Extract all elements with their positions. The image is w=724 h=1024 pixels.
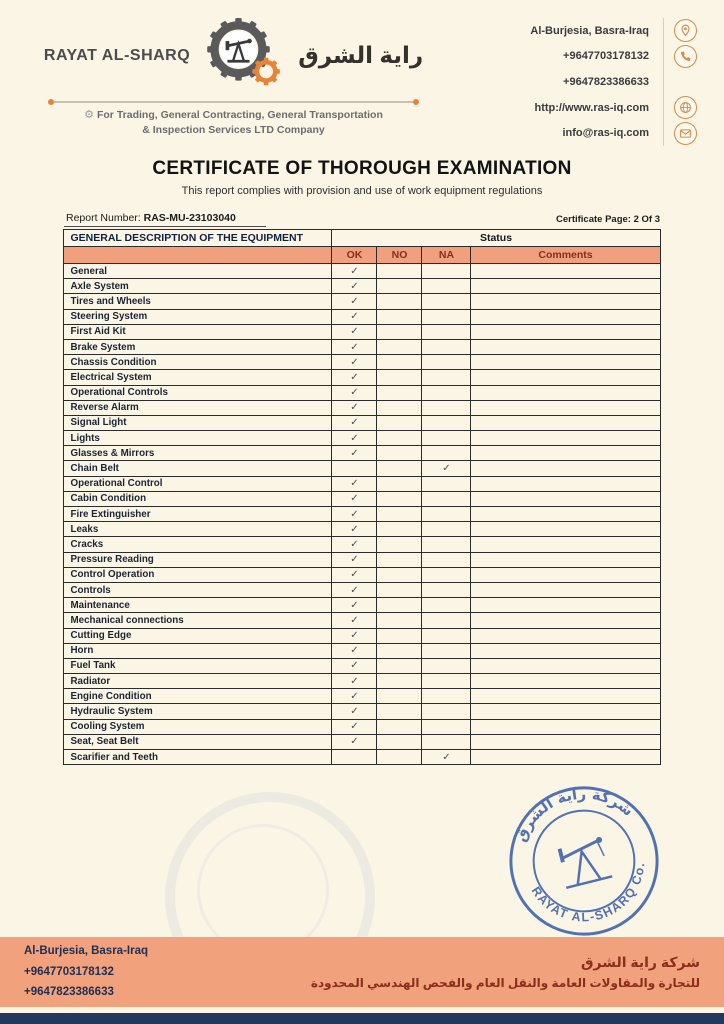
- contact-phone-1: [441, 44, 706, 70]
- equipment-name-cell: Controls: [64, 582, 332, 597]
- equipment-name-cell: Radiator: [64, 674, 332, 689]
- no-cell: [377, 431, 422, 446]
- comments-cell: [471, 567, 660, 582]
- equipment-name-cell: Tires and Wheels: [64, 294, 332, 309]
- comments-cell: [471, 537, 660, 552]
- ok-cell: ✓: [332, 598, 377, 613]
- equipment-row: [64, 309, 660, 324]
- email-text: info@ras-iq.com: [562, 127, 649, 140]
- footer-phone-2: +9647823386633: [24, 986, 114, 999]
- comments-cell: [471, 491, 660, 506]
- comments-cell: [471, 734, 660, 749]
- company-logo-icon: [198, 14, 290, 97]
- stamp-arabic-text: شركة راية الشرق: [512, 785, 637, 845]
- report-number: [64, 212, 266, 227]
- equipment-name-cell: Leaks: [64, 522, 332, 537]
- equipment-name-cell: Cutting Edge: [64, 628, 332, 643]
- no-cell: [377, 324, 422, 339]
- equipment-row: [64, 750, 660, 765]
- equipment-name-cell: Cooling System: [64, 719, 332, 734]
- comments-cell: [471, 309, 660, 324]
- na-cell: ✓: [422, 461, 471, 476]
- ok-cell: ✓: [332, 339, 377, 354]
- equipment-row: [64, 613, 660, 628]
- ok-cell: ✓: [332, 613, 377, 628]
- equipment-row: [64, 658, 660, 673]
- na-cell: [422, 507, 471, 522]
- comments-cell: [471, 476, 660, 491]
- company-stamp: [488, 765, 680, 957]
- equipment-row: [64, 689, 660, 704]
- comments-cell: [471, 461, 660, 476]
- equipment-name-cell: General: [64, 264, 332, 279]
- na-cell: [422, 704, 471, 719]
- contact-website: [441, 95, 706, 121]
- equipment-row: [64, 674, 660, 689]
- report-number-value: RAS-MU-23103040: [143, 212, 236, 224]
- na-cell: [422, 658, 471, 673]
- equipment-row: [64, 355, 660, 370]
- footer-address: Al-Burjesia, Basra-Iraq: [24, 944, 148, 957]
- equipment-name-cell: Control Operation: [64, 567, 332, 582]
- address-text: Al-Burjesia, Basra-Iraq: [530, 24, 649, 37]
- equipment-row: [64, 339, 660, 354]
- na-cell: [422, 309, 471, 324]
- comments-cell: [471, 598, 660, 613]
- bottom-navy-bar: [0, 1013, 724, 1024]
- no-cell: [377, 264, 422, 279]
- no-cell: [377, 309, 422, 324]
- ok-cell: ✓: [332, 370, 377, 385]
- no-cell: [377, 522, 422, 537]
- no-cell: [377, 507, 422, 522]
- no-cell: [377, 385, 422, 400]
- svg-text:شركة راية الشرق: [504, 772, 639, 847]
- equipment-name-cell: Signal Light: [64, 415, 332, 430]
- title-block: [0, 158, 724, 197]
- footer-arabic-company: شركة راية الشرق: [580, 953, 700, 970]
- na-cell: [422, 355, 471, 370]
- comments-cell: [471, 704, 660, 719]
- description-header: GENERAL DESCRIPTION OF THE EQUIPMENT: [64, 230, 332, 247]
- no-cell: [377, 628, 422, 643]
- na-cell: [422, 719, 471, 734]
- equipment-name-cell: Scarifier and Teeth: [64, 750, 332, 765]
- equipment-name-cell: Lights: [64, 431, 332, 446]
- equipment-name-cell: Seat, Seat Belt: [64, 734, 332, 749]
- equipment-row: [64, 582, 660, 597]
- no-cell: [377, 491, 422, 506]
- ok-cell: ✓: [332, 264, 377, 279]
- equipment-name-cell: Operational Controls: [64, 385, 332, 400]
- equipment-name-cell: Axle System: [64, 279, 332, 294]
- na-cell: [422, 415, 471, 430]
- no-cell: [377, 446, 422, 461]
- company-name-arabic: راية الشرق: [298, 42, 424, 68]
- stamp-oil-pump-icon: [556, 836, 612, 888]
- logo-row: [44, 14, 423, 97]
- column-header-ok: OK: [332, 247, 377, 264]
- na-cell: [422, 643, 471, 658]
- no-cell: [377, 355, 422, 370]
- column-header-comments: Comments: [471, 247, 660, 264]
- report-number-label: Report Number:: [66, 212, 144, 224]
- equipment-row: [64, 552, 660, 567]
- na-cell: [422, 431, 471, 446]
- equipment-name-cell: Brake System: [64, 339, 332, 354]
- ok-cell: ✓: [332, 582, 377, 597]
- no-cell: [377, 689, 422, 704]
- no-cell: [377, 567, 422, 582]
- tagline-line-1: For Trading, General Contracting, General Transportation: [96, 109, 383, 121]
- equipment-row: [64, 643, 660, 658]
- comments-cell: [471, 507, 660, 522]
- column-header-na: NA: [422, 247, 471, 264]
- ok-cell: ✓: [332, 507, 377, 522]
- equipment-row: [64, 385, 660, 400]
- status-header: Status: [332, 230, 660, 247]
- na-cell: [422, 537, 471, 552]
- equipment-name-cell: Chain Belt: [64, 461, 332, 476]
- na-cell: [422, 567, 471, 582]
- comments-cell: [471, 582, 660, 597]
- stamp-english-text: RAYAT AL-SHARQ Co.: [528, 861, 648, 925]
- ok-cell: [332, 750, 377, 765]
- ok-cell: ✓: [332, 537, 377, 552]
- footer: [0, 937, 724, 1007]
- mail-icon: [674, 122, 697, 145]
- certificate-page-info: Certificate Page: 2 Of 3: [555, 214, 660, 225]
- contact-email: [441, 120, 706, 146]
- no-cell: [377, 734, 422, 749]
- comments-cell: [471, 370, 660, 385]
- no-cell: [377, 476, 422, 491]
- footer-arabic: [311, 951, 700, 994]
- equipment-name-cell: Horn: [64, 643, 332, 658]
- na-cell: [422, 400, 471, 415]
- table-header-row-2: [64, 247, 660, 264]
- na-cell: [422, 582, 471, 597]
- phone2-text: +9647823386633: [563, 75, 649, 88]
- na-cell: [422, 552, 471, 567]
- page-title: CERTIFICATE OF THOROUGH EXAMINATION: [152, 158, 572, 179]
- equipment-name-cell: Cabin Condition: [64, 491, 332, 506]
- equipment-row: [64, 400, 660, 415]
- ok-cell: ✓: [332, 552, 377, 567]
- equipment-name-cell: Operational Control: [64, 476, 332, 491]
- ok-cell: ✓: [332, 734, 377, 749]
- inspection-table: [63, 229, 660, 765]
- na-cell: [422, 339, 471, 354]
- comments-cell: [471, 522, 660, 537]
- no-cell: [377, 294, 422, 309]
- comments-cell: [471, 719, 660, 734]
- ok-cell: ✓: [332, 704, 377, 719]
- phone-icon: [674, 45, 697, 68]
- comments-cell: [471, 415, 660, 430]
- ok-cell: ✓: [332, 431, 377, 446]
- comments-cell: [471, 446, 660, 461]
- ok-cell: ✓: [332, 567, 377, 582]
- tagline-line-2: & Inspection Services LTD Company: [142, 124, 325, 137]
- equipment-row: [64, 704, 660, 719]
- equipment-row: [64, 628, 660, 643]
- equipment-row: [64, 507, 660, 522]
- website-text: http://www.ras-iq.com: [534, 101, 649, 114]
- equipment-name-cell: Fire Extinguisher: [64, 507, 332, 522]
- equipment-name-cell: Hydraulic System: [64, 704, 332, 719]
- ok-cell: ✓: [332, 643, 377, 658]
- no-cell: [377, 537, 422, 552]
- no-cell: [377, 719, 422, 734]
- na-cell: [422, 385, 471, 400]
- contact-block: [441, 14, 706, 146]
- footer-arabic-tagline: للتجارة والمقاولات العامة والنقل العام والفحص الهندسي المحدودة: [310, 976, 700, 990]
- na-cell: [422, 324, 471, 339]
- comments-cell: [471, 264, 660, 279]
- no-cell: [377, 400, 422, 415]
- na-cell: [422, 370, 471, 385]
- letterhead: [0, 0, 724, 150]
- equipment-table-body: [64, 264, 660, 765]
- comments-cell: [471, 613, 660, 628]
- na-cell: [422, 446, 471, 461]
- no-cell: [377, 750, 422, 765]
- comments-cell: [471, 400, 660, 415]
- na-cell: [422, 264, 471, 279]
- comments-cell: [471, 689, 660, 704]
- no-cell: [377, 552, 422, 567]
- comments-cell: [471, 658, 660, 673]
- ok-cell: [332, 461, 377, 476]
- na-cell: ✓: [422, 750, 471, 765]
- equipment-row: [64, 567, 660, 582]
- page-subtitle: This report complies with provision and use of work equipment regulations: [181, 185, 543, 197]
- na-cell: [422, 598, 471, 613]
- no-cell: [377, 643, 422, 658]
- equipment-row: [64, 324, 660, 339]
- comments-cell: [471, 324, 660, 339]
- no-cell: [377, 613, 422, 628]
- equipment-name-cell: First Aid Kit: [64, 324, 332, 339]
- no-cell: [377, 658, 422, 673]
- comments-cell: [471, 552, 660, 567]
- equipment-name-cell: Steering System: [64, 309, 332, 324]
- na-cell: [422, 522, 471, 537]
- na-cell: [422, 674, 471, 689]
- equipment-row: [64, 415, 660, 430]
- equipment-row: [64, 522, 660, 537]
- company-logo-block: [26, 14, 441, 146]
- ok-cell: ✓: [332, 689, 377, 704]
- location-icon: [674, 19, 697, 42]
- comments-cell: [471, 750, 660, 765]
- equipment-name-cell: Mechanical connections: [64, 613, 332, 628]
- na-cell: [422, 613, 471, 628]
- equipment-row: [64, 370, 660, 385]
- na-cell: [422, 491, 471, 506]
- ok-cell: ✓: [332, 309, 377, 324]
- ok-cell: ✓: [332, 279, 377, 294]
- column-header-no: NO: [377, 247, 422, 264]
- no-cell: [377, 415, 422, 430]
- ok-cell: ✓: [332, 294, 377, 309]
- report-info-row: [64, 212, 660, 227]
- ok-cell: ✓: [332, 324, 377, 339]
- equipment-name-cell: Pressure Reading: [64, 552, 332, 567]
- comments-cell: [471, 294, 660, 309]
- equipment-row: [64, 279, 660, 294]
- equipment-row: [64, 537, 660, 552]
- na-cell: [422, 734, 471, 749]
- no-cell: [377, 279, 422, 294]
- equipment-name-cell: Chassis Condition: [64, 355, 332, 370]
- gear-icon: ⚙: [84, 109, 94, 121]
- ok-cell: ✓: [332, 415, 377, 430]
- phone1-text: +9647703178132: [563, 50, 649, 63]
- ok-cell: ✓: [332, 446, 377, 461]
- ok-cell: ✓: [332, 476, 377, 491]
- ok-cell: ✓: [332, 385, 377, 400]
- equipment-row: [64, 734, 660, 749]
- equipment-row: [64, 294, 660, 309]
- comments-cell: [471, 628, 660, 643]
- equipment-name-cell: Electrical System: [64, 370, 332, 385]
- no-cell: [377, 370, 422, 385]
- comments-cell: [471, 674, 660, 689]
- no-cell: [377, 598, 422, 613]
- globe-icon: [674, 96, 697, 119]
- no-cell: [377, 704, 422, 719]
- equipment-name-cell: Maintenance: [64, 598, 332, 613]
- na-cell: [422, 689, 471, 704]
- na-cell: [422, 279, 471, 294]
- na-cell: [422, 476, 471, 491]
- ok-cell: ✓: [332, 522, 377, 537]
- equipment-row: [64, 719, 660, 734]
- ok-cell: ✓: [332, 674, 377, 689]
- comments-cell: [471, 431, 660, 446]
- comments-cell: [471, 339, 660, 354]
- na-cell: [422, 294, 471, 309]
- equipment-row: [64, 461, 660, 476]
- equipment-row: [64, 264, 660, 279]
- equipment-row: [64, 598, 660, 613]
- company-name-english: RAYAT AL-SHARQ: [43, 46, 191, 64]
- ok-cell: ✓: [332, 719, 377, 734]
- equipment-row: [64, 491, 660, 506]
- equipment-name-cell: Engine Condition: [64, 689, 332, 704]
- company-tagline: [84, 108, 383, 138]
- no-cell: [377, 461, 422, 476]
- no-cell: [377, 674, 422, 689]
- equipment-name-cell: Glasses & Mirrors: [64, 446, 332, 461]
- logo-divider: [52, 101, 415, 103]
- no-cell: [377, 339, 422, 354]
- equipment-row: [64, 476, 660, 491]
- comments-cell: [471, 643, 660, 658]
- comments-cell: [471, 355, 660, 370]
- ok-cell: ✓: [332, 491, 377, 506]
- no-cell: [377, 582, 422, 597]
- equipment-name-cell: Fuel Tank: [64, 658, 332, 673]
- small-gear-icon: [252, 58, 280, 86]
- equipment-row: [64, 446, 660, 461]
- equipment-name-cell: Cracks: [64, 537, 332, 552]
- ok-cell: ✓: [332, 355, 377, 370]
- footer-phone-1: +9647703178132: [24, 965, 114, 978]
- comments-cell: [471, 279, 660, 294]
- equipment-row: [64, 431, 660, 446]
- contact-phone-2: [441, 69, 706, 95]
- ok-cell: ✓: [332, 628, 377, 643]
- contact-address: [441, 18, 706, 44]
- na-cell: [422, 628, 471, 643]
- ok-cell: ✓: [332, 658, 377, 673]
- table-header-row-1: [64, 230, 660, 247]
- equipment-name-cell: Reverse Alarm: [64, 400, 332, 415]
- ok-cell: ✓: [332, 400, 377, 415]
- description-header-spacer: [64, 247, 332, 264]
- footer-contact: [24, 941, 148, 1003]
- comments-cell: [471, 385, 660, 400]
